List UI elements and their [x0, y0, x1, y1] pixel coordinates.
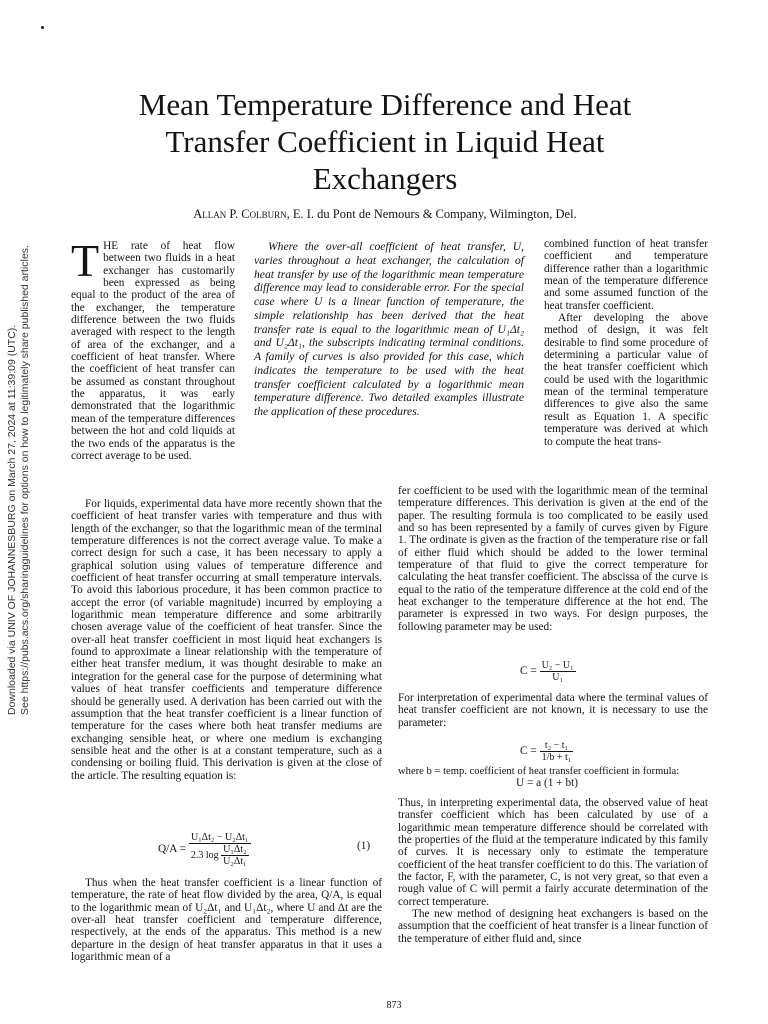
author-name: Allan P. Colburn,	[193, 207, 290, 221]
eq1-log-fraction	[221, 844, 248, 867]
eq1-denominator	[189, 844, 251, 867]
author-line	[80, 206, 690, 222]
abstract	[254, 240, 524, 419]
download-watermark	[6, 15, 32, 715]
eq1-numerator: U₁Δt₂ − U₂Δt₁	[189, 832, 251, 844]
eq-c2-lhs: C =	[520, 745, 537, 758]
page-number: 873	[386, 1000, 402, 1011]
title-line-2: Transfer Coefficient in Liquid Heat	[165, 124, 605, 159]
left-body-paragraph-1: For liquids, experimental data have more recently shown that the coefficient of heat transfer varies with temperature and thus with length of the exchanger, so that the logarithmic mean of the terminal temperature differences is not the correct average value. To make a correct design for such a case, it has been necessary to apply a graphical solution using values of temperature difference and coefficient of heat transfer occurring at small temperature intervals. To avoid this laborious procedure, it has been common practice to accept the error (of variable magnitude) incurred by employing a logarithmic mean temperature difference and some arbitrarily chosen average value of the coefficient of heat transfer. Since the over-all heat transfer coefficient in most liquid heat exchangers is found to approximate a linear relationship with the temperature of either heat transfer medium, it was thought desirable to make an integration for the general case for the purpose of determining what values of heat transfer coefficients and temperature difference should be generally used. A derivation has been carried out with the assumption that the heat transfer coefficient is a linear function of temperature for the cases where both heat transfer mediums are exchanging sensible heat, or where one medium is exchanging sensible heat and the other is at a constant temperature, such as a condensing or boiling fluid. This derivation is given at the close of the article. The resulting equation is:	[71, 498, 382, 782]
eq-c1-lhs: C =	[520, 665, 537, 678]
eq1-fraction	[189, 832, 251, 867]
sharing-guidelines-notice: See https://pubs.acs.org/sharingguidelines for options on how to legitimately share published articles.	[19, 245, 31, 715]
eq1-log-numerator: U₁Δt₂	[223, 844, 247, 855]
col3-paragraph-2: After developing the above method of design, it was felt desirable to find some procedure of determining a particular value of the heat transfer coefficient which could be used with the logarithmic mean of the terminal temperature differences to give also the same result as Equation 1. A specific temperature was derived at which to compute the heat trans-	[544, 312, 708, 448]
where-b-line: where b = temp. coefficient of heat transfer coefficient in formula:	[398, 766, 680, 777]
speck-mark	[41, 26, 44, 29]
eq-c1-numerator: U₂ − U₁	[541, 660, 574, 671]
download-notice: Downloaded via UNIV OF JOHANNESBURG on March 27, 2024 at 11:39:09 (UTC).	[6, 324, 18, 715]
eq-c1-denominator: U₁	[552, 672, 563, 683]
intro-text: HE rate of heat flow between two fluids in a heat exchanger has customarily been expressed as being equal to the product of the area of the exchanger, the temperature difference between the two fluids averaged with respect to the length of area of the exchanger, and a coefficient of heat transfer. Where the coefficient of heat transfer can be assumed as constant throughout the apparatus, it was early demonstrated that the logarithmic mean of the temperature differences between the hot and cold liquids at the two ends of the apparatus is the correct average to be used.	[71, 240, 235, 462]
eq1-log-prefix: 2.3 log	[190, 849, 219, 861]
abstract-text: Where the over-all coefficient of heat transfer, U, varies throughout a heat exchanger, the calculation of heat transfer by use of the logarithmic mean temperature difference may lead to considerable error. For the special case where U is a linear function of temperature, the simple relationship has been derived that the heat transfer rate is equal to the logarithmic mean of U₁Δt₂ and U₂Δt₁, the subscripts indicating terminal conditions. A family of curves is also provided for this case, which indicates the temperature to be used with the heat transfer coefficient calculated by a logarithmic mean temperature difference. Two detailed examples illustrate the application of these procedures.	[254, 240, 524, 418]
linear-formula: U = a (1 + bt)	[516, 777, 578, 789]
right-body-lower	[398, 797, 708, 945]
right-body-paragraph-3: Thus, in interpreting experimental data, the observed value of heat transfer coefficient which has been calculated by use of a logarithmic mean temperature difference should be correlated with the properties of the fluid at the temperature indicated by this family of curves. It is necessary only to estimate the temperature coefficient of the heat transfer coefficient to do this. The variation of the factor, F, with the parameter, C, is not very great, so that even a rough value of C will permit a fairly accurate determination of the correct temperature.	[398, 797, 708, 908]
col3-paragraph-1: combined function of heat transfer coefficient and temperature difference rather than a logarithmic mean of the temperature difference and some assumed function of the heat transfer coefficient.	[544, 238, 708, 312]
intro-paragraph	[71, 235, 235, 462]
right-body-upper	[398, 485, 708, 633]
article-title	[80, 86, 690, 197]
left-body-upper	[71, 498, 382, 782]
equation-c-interpretation	[520, 740, 573, 763]
equation-c-design	[520, 660, 576, 683]
drop-cap: T	[71, 235, 100, 286]
column-three-top	[544, 238, 708, 448]
eq1-log-denominator: U₂Δt₁	[223, 856, 247, 867]
intro-column	[71, 235, 235, 462]
title-line-3: Exchangers	[312, 161, 458, 196]
left-body-lower	[71, 877, 382, 963]
author-affiliation: E. I. du Pont de Nemours & Company, Wilmington, Del.	[289, 207, 577, 221]
right-body-paragraph-1: fer coefficient to be used with the logarithmic mean of the terminal temperature differences. This derivation is given at the end of the paper. The resulting formula is too complicated to be easily used and so has been represented by a family of curves given by Figure 1. The ordinate is given as the fraction of the temperature rise or fall of either fluid which should be added to the lower terminal temperature of that fluid to give the correct temperature for calculating the heat transfer coefficient. The abscissa of the curve is equal to the ratio of the temperature difference at the cold end of the heat exchanger to the temperature difference at the hot end. The parameter is expressed in two ways. For design purposes, the following parameter may be used:	[398, 485, 708, 633]
equation-1-number: (1)	[357, 840, 371, 852]
eq-c2-fraction	[540, 740, 574, 763]
right-body-paragraph-4: The new method of designing heat exchangers is based on the assumption that the coefficient of heat transfer is a linear function of the temperature of either fluid and, since	[398, 908, 708, 945]
eq-c2-numerator: t₂ − t₁	[540, 740, 574, 752]
right-body-middle	[398, 692, 708, 729]
equation-1	[158, 832, 251, 867]
right-body-paragraph-2: For interpretation of experimental data where the terminal values of heat transfer coefficient are not known, it is necessary to use the parameter:	[398, 692, 708, 729]
left-body-paragraph-2: Thus when the heat transfer coefficient is a linear function of temperature, the rate of heat flow divided by the area, Q/A, is equal to the logarithmic mean of U₂Δt₁ and U₁Δt₂, where U and Δt are the over-all heat transfer coefficient and temperature difference, respectively, at the ends of the apparatus. This method is a new departure in the design of heat transfer apparatus in that it uses a logarithmic mean of a	[71, 877, 382, 964]
title-line-1: Mean Temperature Difference and Heat	[138, 87, 632, 122]
eq-c1-fraction	[540, 660, 576, 683]
eq-c2-denominator: 1/b + t₁	[541, 752, 572, 763]
eq1-lhs: Q/A =	[158, 843, 187, 856]
